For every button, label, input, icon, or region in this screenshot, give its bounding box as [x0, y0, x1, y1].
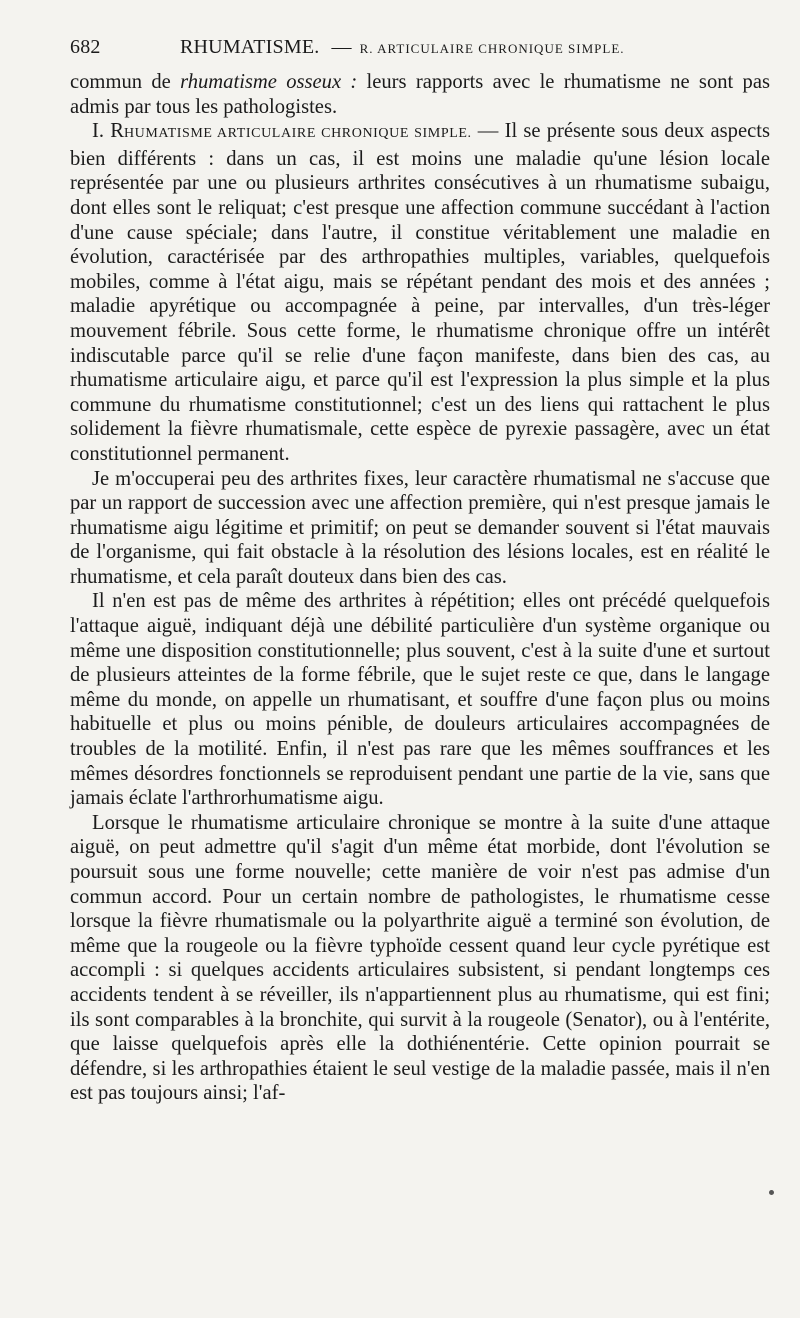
paragraph-suite-attaque-aigue: Lorsque le rhumatisme articulaire chronique se montre à la suite d'une attaque aiguë, on peut admettre qu'il s'agit d'un même état morbide, dont l'évolution se poursuit sous une forme nouvelle; cette manière de voir n'est pas admise d'un commun accord. Pour un certain nombre de pathologistes, le rhumatisme cesse lorsque la fièvre rhumatismale ou la polyarthrite aiguë a terminé son évolution, de même que la rougeole ou la fièvre typhoïde cessent quand leur cycle pyrétique est accompli : si quelques accidents articulaires subsistent, si pendant longtemps ces accidents tendent à se réveiller, ils n'appartiennent plus au rhumatisme, qui est fini; ils sont comparables à la bronchite, qui survit à la rougeole (Senator), ou à l'entérite, que laisse quelquefois après elle la dothiénentérie. Cette opinion pourrait se défendre, si les arthropathies étaient le seul vestige de la maladie passée, mais il n'en est pas toujours ainsi; l'af-	[70, 811, 770, 1105]
ink-speck	[769, 1190, 774, 1195]
paragraph-1-text: — Il se présente sous deux aspects bien différents : dans un cas, il est moins une maladie qu'une lésion locale représentée par une ou plusieurs arthrites consécutives à un rhumatisme subaigu, dont elles sont le reliquat; c'est presque une affection commune succédant à l'action d'une cause spéciale; dans l'autre, il constitue véritablement une maladie en évolution, caractérisée par des arthropathies multiples, variables, quelquefois mobiles, comme à l'état aigu, mais se répétant pendant des mois et des années ; maladie apyrétique ou accompagnée à peine, par intervalles, d'un très-léger mouvement fébrile. Sous cette forme, le rhumatisme chronique offre un intérêt indiscutable parce qu'il se relie d'une façon manifeste, dans bien des cas, au rhumatisme articulaire aigu, et parce qu'il est l'expression la plus simple et la plus commune du rhumatisme constitutionnel; c'est un des liens qui rattachent le plus solidement la fièvre rhumatismale, cette espèce de pyrexie passagère, avec un état constitutionnel permanent.	[70, 120, 770, 465]
page-number: 682	[70, 36, 101, 58]
section-title: R. ARTICULAIRE CHRONIQUE SIMPLE.	[359, 41, 625, 56]
section-heading-smallcaps: HUMATISME ARTICULAIRE CHRONIQUE SIMPLE.	[123, 126, 472, 142]
paragraph-0-start: commun de	[70, 71, 181, 93]
header-dash: —	[331, 36, 352, 58]
emphasis-rhumatisme-osseux: rhumatisme osseux :	[180, 71, 358, 93]
running-title: RHUMATISME.	[180, 36, 320, 58]
paragraph-0-end: leurs rapports avec le rhumatisme ne sont pas admis par tous les pathologistes.	[70, 71, 770, 118]
paragraph-arthrites-repetition: Il n'en est pas de même des arthrites à répétition; elles ont précédé quelquefois l'attaque aiguë, indiquant déjà une débilité particulière d'un système organique ou même une disposition constitutionnelle; plus souvent, c'est à la suite d'une et surtout de plusieurs atteintes de la forme fébrile, que le sujet reste ce que, dans le langage même du monde, on appelle un rhumatisant, et souffre d'une façon plus ou moins habituelle et plus ou moins pénible, de douleurs articulaires accompagnées de troubles de la motilité. Enfin, il n'est pas rare que les mêmes souffrances et les mêmes désordres fonctionnels se reproduisent pendant une partie de la vie, sans que jamais éclate l'arthrorhumatisme aigu.	[70, 590, 770, 810]
section-heading-initial: I. R	[92, 120, 124, 143]
body-text	[70, 70, 770, 1106]
paragraph-arthrites-fixes: Je m'occuperai peu des arthrites fixes, leur caractère rhumatismal ne s'accuse que par un rapport de succession avec une affection première, qui n'est presque jamais le rhumatisme aigu légitime et primitif; on peut se demander souvent si l'état mauvais de l'organisme, qui fait obstacle à la résolution des lésions locales, est en réalité le rhumatisme, et cela paraît douteux dans bien des cas.	[70, 467, 770, 588]
paragraph-rhumatisme-chronique-simple	[70, 119, 770, 466]
paragraph-continuation	[70, 70, 770, 119]
running-header	[70, 36, 770, 70]
